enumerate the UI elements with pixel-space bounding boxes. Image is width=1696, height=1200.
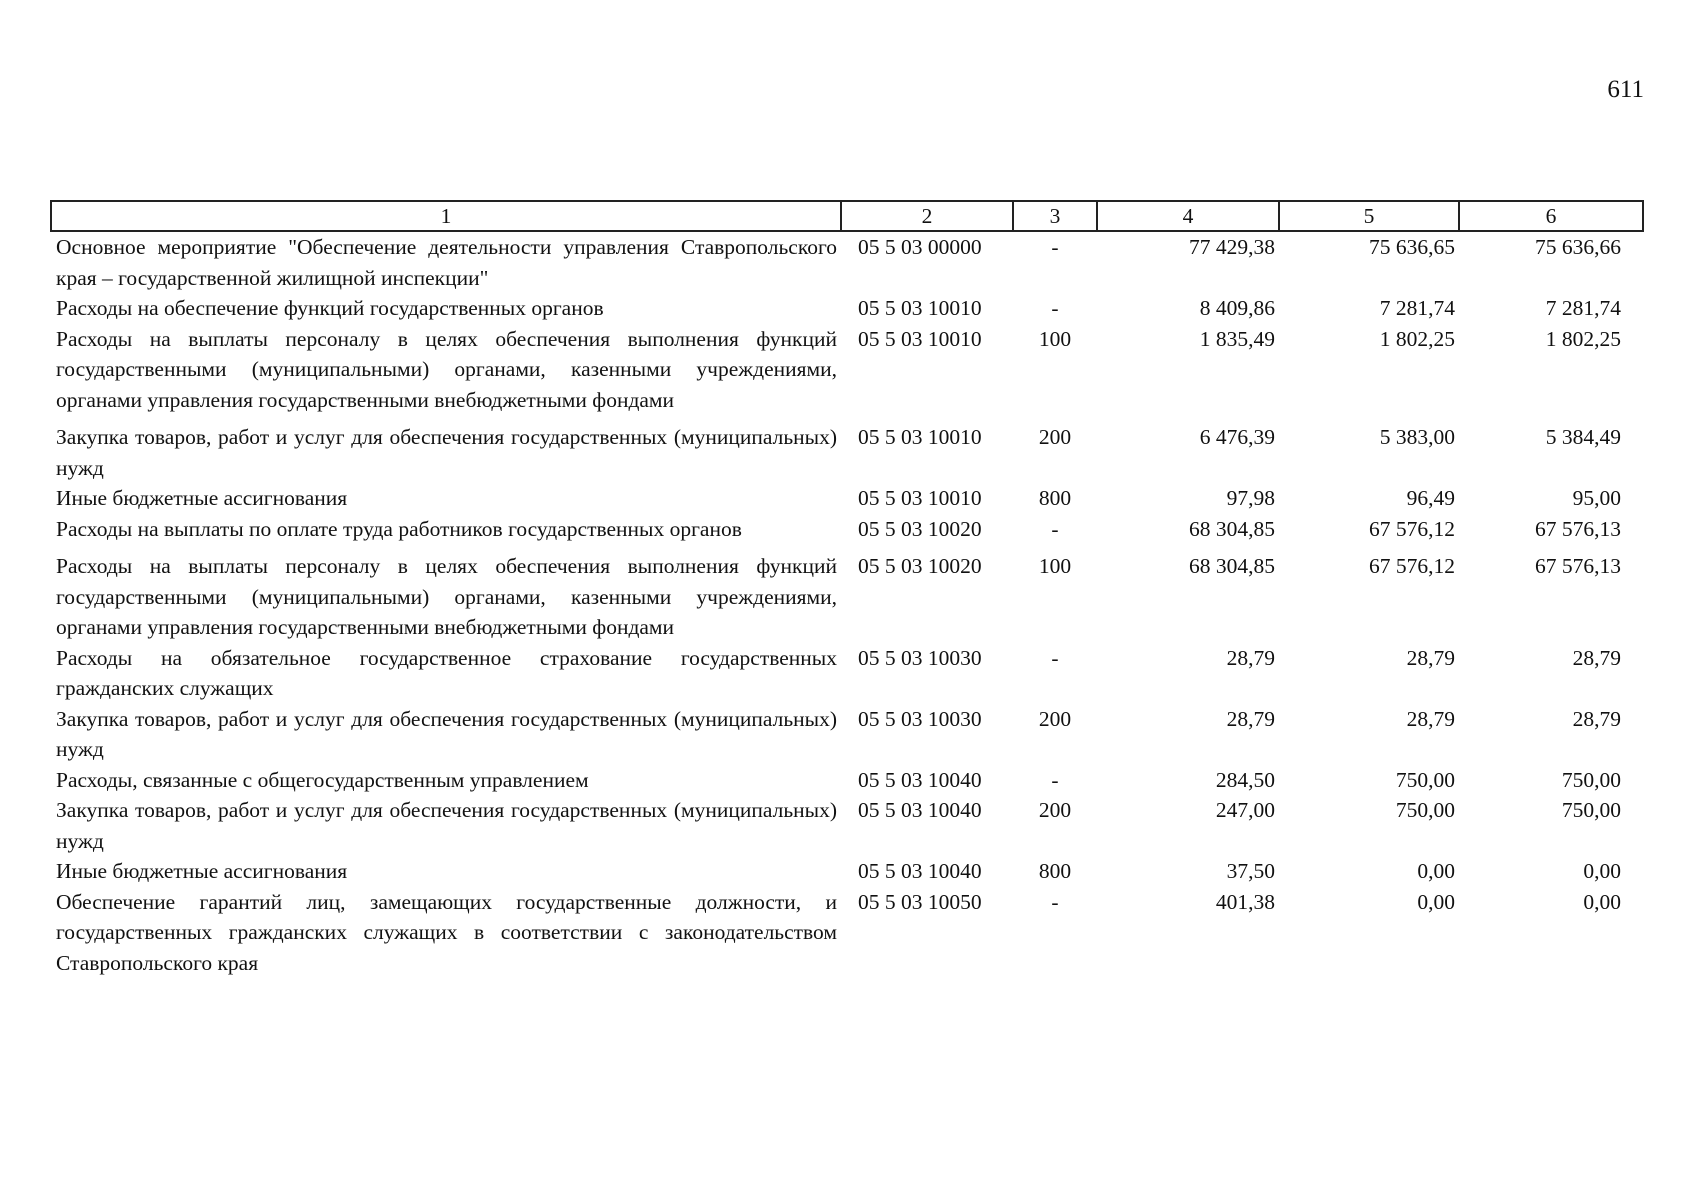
row-value-1-cell: 401,38 (1215, 889, 1275, 914)
row-value-3-cell: 28,79 (1572, 645, 1621, 670)
row-value-2-cell: 28,79 (1406, 706, 1455, 731)
row-value-2-cell: 1 802,25 (1379, 326, 1455, 351)
row-type-cell: 100 (1038, 326, 1072, 351)
row-type-cell: 200 (1038, 706, 1072, 731)
table-row (51, 544, 1643, 643)
table-row (51, 643, 1643, 704)
row-name-cell: Расходы на выплаты по оплате труда работников государственных органов (56, 516, 742, 541)
row-value-1-cell: 28,79 (1226, 706, 1275, 731)
column-header-name: 1 (51, 201, 841, 231)
table-row (51, 795, 1643, 856)
row-value-1-cell: 77 429,38 (1189, 235, 1275, 259)
row-value-3-cell: 750,00 (1561, 798, 1621, 822)
column-header-value-1: 4 (1097, 201, 1279, 231)
table-row (51, 231, 1643, 293)
row-code-cell: 05 5 03 10020 (858, 516, 982, 541)
table-header-row (51, 201, 1643, 231)
row-name-cell: Закупка товаров, работ и услуг для обеспечения государственных (муниципальных) нужд (56, 798, 837, 853)
row-value-1-cell: 247,00 (1215, 798, 1275, 822)
column-header-value-2: 5 (1279, 201, 1459, 231)
row-name-cell: Иные бюджетные ассигнования (56, 486, 348, 510)
row-value-2-cell: 75 636,65 (1369, 235, 1455, 259)
table-row (51, 765, 1643, 796)
table-row (51, 293, 1643, 324)
row-value-1-cell: 68 304,85 (1189, 554, 1275, 578)
row-type-cell: - (1051, 235, 1059, 259)
row-value-1-cell: 97,98 (1226, 486, 1275, 510)
row-type-cell: - (1051, 645, 1059, 670)
row-type-cell: - (1051, 296, 1059, 320)
row-value-1-cell: 8 409,86 (1199, 296, 1275, 320)
row-type-cell: 800 (1038, 859, 1072, 883)
row-value-1-cell: 28,79 (1226, 645, 1275, 670)
row-value-3-cell: 0,00 (1583, 889, 1621, 914)
row-value-2-cell: 750,00 (1395, 798, 1455, 822)
column-header-value-3: 6 (1459, 201, 1643, 231)
column-header-type: 3 (1013, 201, 1097, 231)
row-code-cell: 05 5 03 00000 (858, 235, 982, 259)
row-type-cell: 200 (1038, 798, 1072, 822)
row-value-2-cell: 28,79 (1406, 645, 1455, 670)
row-type-cell: - (1051, 889, 1059, 914)
row-value-3-cell: 0,00 (1583, 859, 1621, 883)
row-code-cell: 05 5 03 10010 (858, 296, 982, 320)
page-number: 611 (1607, 76, 1644, 103)
row-code-cell: 05 5 03 10030 (858, 645, 982, 670)
row-code-cell: 05 5 03 10040 (858, 859, 982, 883)
row-type-cell: 200 (1038, 425, 1072, 449)
table-row (51, 856, 1643, 887)
column-header-code: 2 (841, 201, 1013, 231)
table-row (51, 704, 1643, 765)
row-value-2-cell: 0,00 (1417, 859, 1455, 883)
row-value-3-cell: 750,00 (1561, 767, 1621, 792)
table-row (51, 483, 1643, 514)
row-name-cell: Расходы на обязательное государственное страхование государственных гражданских служащих (56, 645, 837, 700)
row-value-3-cell: 5 384,49 (1545, 425, 1621, 449)
row-name-cell: Закупка товаров, работ и услуг для обеспечения государственных (муниципальных) нужд (56, 425, 837, 480)
row-value-2-cell: 750,00 (1395, 767, 1455, 792)
row-value-1-cell: 6 476,39 (1199, 425, 1275, 449)
row-name-cell: Расходы на обеспечение функций государственных органов (56, 296, 604, 320)
row-name-cell: Иные бюджетные ассигнования (56, 859, 348, 883)
row-code-cell: 05 5 03 10040 (858, 767, 982, 792)
row-value-1-cell: 68 304,85 (1189, 516, 1275, 541)
row-value-3-cell: 7 281,74 (1545, 296, 1621, 320)
row-value-2-cell: 0,00 (1417, 889, 1455, 914)
table-row (51, 887, 1643, 979)
row-type-cell: - (1051, 767, 1059, 792)
row-code-cell: 05 5 03 10050 (858, 889, 982, 914)
row-value-3-cell: 1 802,25 (1545, 326, 1621, 351)
row-name-cell: Расходы на выплаты персоналу в целях обеспечения выполнения функций государственными (муниципальными) органами, казенными учреждениями, органами управления государственными внебюджетными фондами (56, 554, 837, 639)
row-value-3-cell: 75 636,66 (1535, 235, 1621, 259)
row-value-3-cell: 67 576,13 (1535, 554, 1621, 578)
row-name-cell: Обеспечение гарантий лиц, замещающих государственные должности, и государственных гражданских служащих в соответствии с законодательством Ставропольского края (56, 889, 837, 975)
row-code-cell: 05 5 03 10020 (858, 554, 982, 578)
row-value-2-cell: 5 383,00 (1379, 425, 1455, 449)
table-row (51, 514, 1643, 545)
row-type-cell: 800 (1038, 486, 1072, 510)
row-value-3-cell: 67 576,13 (1535, 516, 1621, 541)
row-value-3-cell: 28,79 (1572, 706, 1621, 731)
row-type-cell: 100 (1038, 554, 1072, 578)
row-type-cell: - (1051, 516, 1059, 541)
row-code-cell: 05 5 03 10010 (858, 486, 982, 510)
row-value-2-cell: 7 281,74 (1379, 296, 1455, 320)
row-code-cell: 05 5 03 10010 (858, 425, 982, 449)
row-name-cell: Расходы на выплаты персоналу в целях обеспечения выполнения функций государственными (муниципальными) органами, казенными учреждениями, органами управления государственными внебюджетными фондами (56, 326, 837, 412)
row-value-1-cell: 284,50 (1215, 767, 1275, 792)
row-value-3-cell: 95,00 (1572, 486, 1621, 510)
row-code-cell: 05 5 03 10030 (858, 706, 982, 731)
row-value-2-cell: 67 576,12 (1369, 516, 1455, 541)
budget-table (50, 200, 1644, 978)
row-name-cell: Закупка товаров, работ и услуг для обеспечения государственных (муниципальных) нужд (56, 706, 837, 761)
row-value-1-cell: 37,50 (1226, 859, 1275, 883)
row-code-cell: 05 5 03 10040 (858, 798, 982, 822)
table-row (51, 415, 1643, 483)
row-name-cell: Расходы, связанные с общегосударственным управлением (56, 767, 589, 792)
row-code-cell: 05 5 03 10010 (858, 326, 982, 351)
row-value-2-cell: 67 576,12 (1369, 554, 1455, 578)
table-row (51, 324, 1643, 416)
row-name-cell: Основное мероприятие "Обеспечение деятельности управления Ставропольского края – государственной жилищной инспекции" (56, 235, 837, 290)
row-value-1-cell: 1 835,49 (1199, 326, 1275, 351)
row-value-2-cell: 96,49 (1406, 486, 1455, 510)
